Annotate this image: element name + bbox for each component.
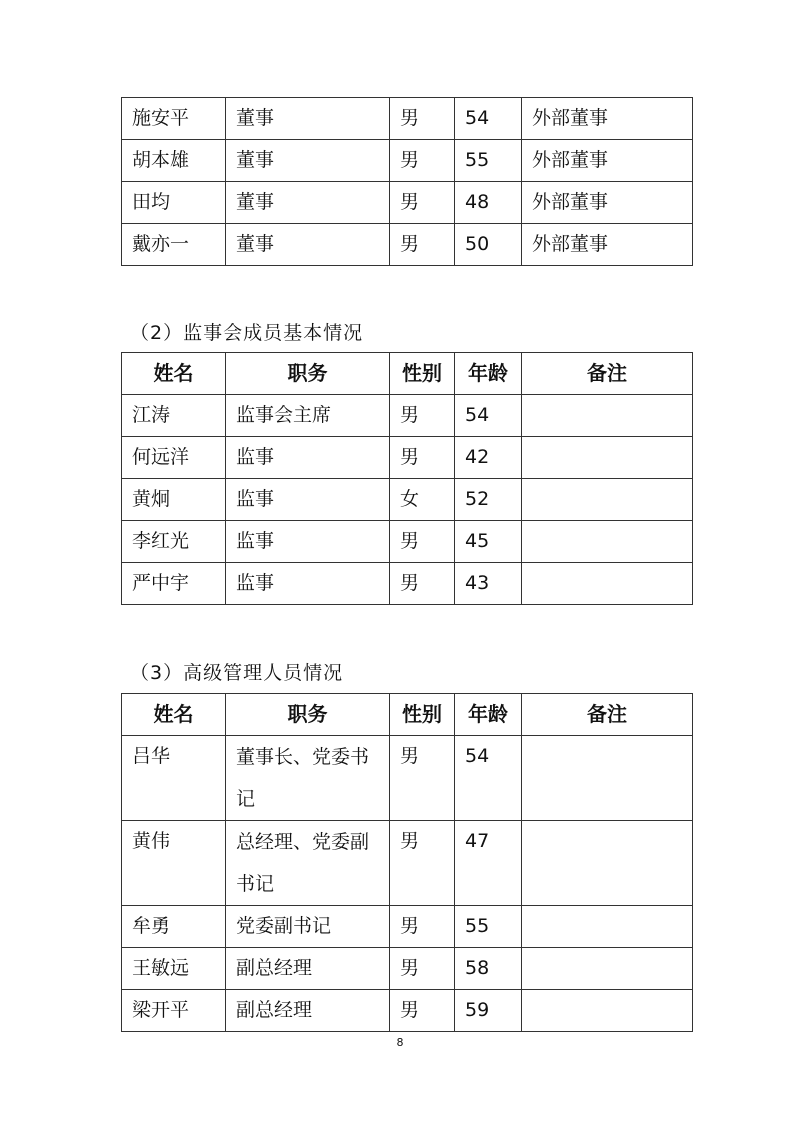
name-cell: 戴亦一 <box>122 224 226 266</box>
position-cell: 党委副书记 <box>226 906 390 948</box>
table-row <box>122 437 693 479</box>
header-gender: 性别 <box>390 694 455 736</box>
gender-cell: 男 <box>390 563 455 605</box>
name-cell: 田均 <box>122 182 226 224</box>
table-row <box>122 948 693 990</box>
age-cell: 50 <box>455 224 522 266</box>
remark-cell <box>522 521 693 563</box>
position-text: 总经理、党委副书记 <box>236 831 370 895</box>
age-cell: 48 <box>455 182 522 224</box>
supervisors-table <box>121 352 693 605</box>
header-name: 姓名 <box>122 353 226 395</box>
age-cell: 45 <box>455 521 522 563</box>
gender-cell: 男 <box>390 906 455 948</box>
position-cell: 监事 <box>226 437 390 479</box>
gender-cell: 男 <box>390 948 455 990</box>
age-cell: 43 <box>455 563 522 605</box>
table-header-row <box>122 694 693 736</box>
remark-cell <box>522 437 693 479</box>
name-cell: 施安平 <box>122 98 226 140</box>
table-row <box>122 98 693 140</box>
name-cell: 何远洋 <box>122 437 226 479</box>
header-name: 姓名 <box>122 694 226 736</box>
table-row <box>122 906 693 948</box>
age-cell: 55 <box>455 906 522 948</box>
age-cell: 52 <box>455 479 522 521</box>
gender-cell: 男 <box>390 182 455 224</box>
remark-cell: 外部董事 <box>522 224 693 266</box>
remark-cell <box>522 821 693 906</box>
age-cell: 54 <box>455 736 522 821</box>
position-cell: 董事 <box>226 140 390 182</box>
remark-cell <box>522 990 693 1032</box>
age-cell: 47 <box>455 821 522 906</box>
name-cell: 王敏远 <box>122 948 226 990</box>
position-text: 董事长、党委书记 <box>236 746 370 810</box>
table-row <box>122 563 693 605</box>
header-gender: 性别 <box>390 353 455 395</box>
position-cell: 监事 <box>226 563 390 605</box>
gender-cell: 男 <box>390 521 455 563</box>
page-number: 8 <box>396 1036 404 1049</box>
gender-cell: 男 <box>390 437 455 479</box>
header-remark: 备注 <box>522 353 693 395</box>
position-cell: 监事 <box>226 521 390 563</box>
managers-table <box>121 693 693 1032</box>
remark-cell <box>522 736 693 821</box>
table-row <box>122 821 693 906</box>
header-age: 年龄 <box>455 694 522 736</box>
name-cell: 胡本雄 <box>122 140 226 182</box>
name-cell: 黄伟 <box>122 821 226 906</box>
header-position: 职务 <box>226 353 390 395</box>
table-row <box>122 140 693 182</box>
gender-cell: 男 <box>390 395 455 437</box>
table-row <box>122 395 693 437</box>
position-cell: 董事 <box>226 182 390 224</box>
remark-cell <box>522 563 693 605</box>
position-cell: 副总经理 <box>226 990 390 1032</box>
name-cell: 梁开平 <box>122 990 226 1032</box>
gender-cell: 男 <box>390 821 455 906</box>
age-cell: 54 <box>455 395 522 437</box>
gender-cell: 男 <box>390 736 455 821</box>
table-row <box>122 990 693 1032</box>
remark-cell <box>522 906 693 948</box>
table-row <box>122 182 693 224</box>
gender-cell: 女 <box>390 479 455 521</box>
remark-cell <box>522 479 693 521</box>
position-cell: 副总经理 <box>226 948 390 990</box>
age-cell: 54 <box>455 98 522 140</box>
remark-cell: 外部董事 <box>522 98 693 140</box>
supervisors-section-title: （2）监事会成员基本情况 <box>130 322 364 344</box>
position-cell: 董事 <box>226 224 390 266</box>
table-row <box>122 224 693 266</box>
age-cell: 59 <box>455 990 522 1032</box>
name-cell: 黄炯 <box>122 479 226 521</box>
age-cell: 58 <box>455 948 522 990</box>
gender-cell: 男 <box>390 224 455 266</box>
remark-cell: 外部董事 <box>522 182 693 224</box>
name-cell: 李红光 <box>122 521 226 563</box>
header-age: 年龄 <box>455 353 522 395</box>
name-cell: 牟勇 <box>122 906 226 948</box>
board-members-table <box>121 97 693 266</box>
age-cell: 42 <box>455 437 522 479</box>
remark-cell: 外部董事 <box>522 140 693 182</box>
header-remark: 备注 <box>522 694 693 736</box>
position-cell: 监事 <box>226 479 390 521</box>
position-cell: 监事会主席 <box>226 395 390 437</box>
table-row <box>122 479 693 521</box>
table-row <box>122 521 693 563</box>
remark-cell <box>522 948 693 990</box>
gender-cell: 男 <box>390 990 455 1032</box>
name-cell: 严中宇 <box>122 563 226 605</box>
gender-cell: 男 <box>390 98 455 140</box>
table-header-row <box>122 353 693 395</box>
position-cell <box>226 821 390 906</box>
table-row <box>122 736 693 821</box>
name-cell: 江涛 <box>122 395 226 437</box>
position-cell <box>226 736 390 821</box>
remark-cell <box>522 395 693 437</box>
name-cell: 吕华 <box>122 736 226 821</box>
header-position: 职务 <box>226 694 390 736</box>
age-cell: 55 <box>455 140 522 182</box>
managers-section-title: （3）高级管理人员情况 <box>130 662 344 684</box>
position-cell: 董事 <box>226 98 390 140</box>
gender-cell: 男 <box>390 140 455 182</box>
